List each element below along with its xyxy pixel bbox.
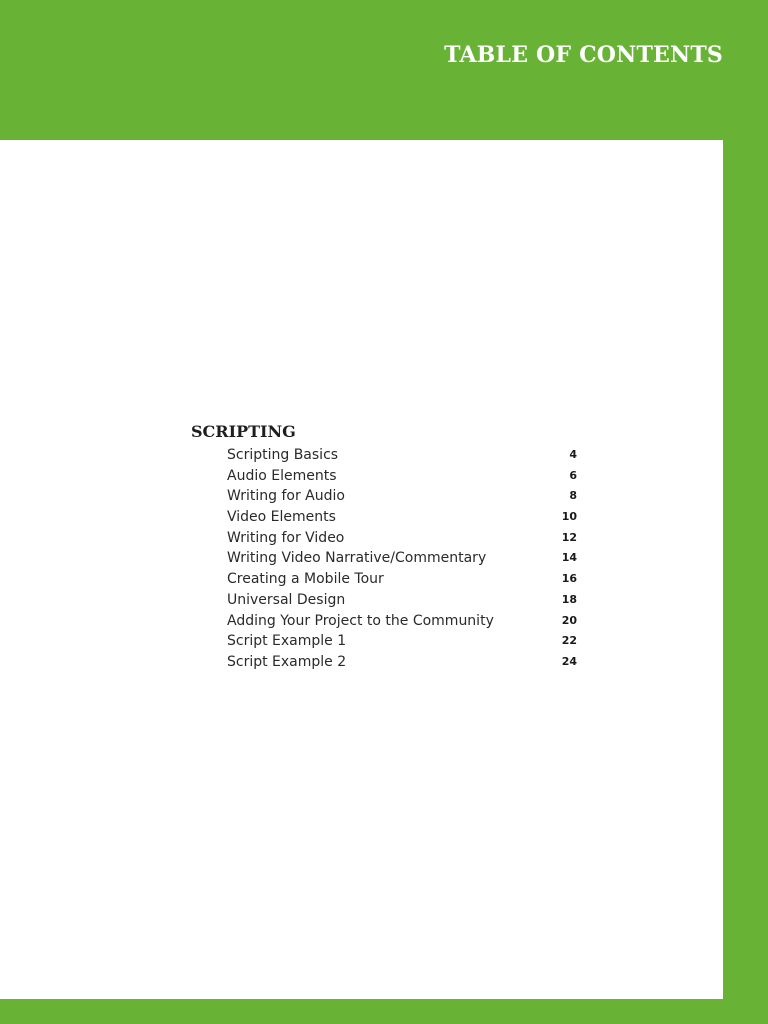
toc-item[interactable]: [191, 610, 577, 631]
toc-item-label: Writing Video Narrative/Commentary: [227, 550, 487, 567]
toc-item-page-number: 20: [561, 613, 577, 627]
toc-item-label: Script Example 1: [227, 633, 347, 650]
section-title: SCRIPTING: [191, 422, 296, 441]
toc-item-page-number: 6: [569, 468, 577, 482]
toc-item[interactable]: [191, 465, 577, 486]
toc-item-label: Script Example 2: [227, 653, 347, 670]
toc-item-page-number: 16: [561, 572, 577, 586]
toc-item-label: Writing for Audio: [227, 488, 345, 505]
toc-item[interactable]: [191, 630, 577, 651]
toc-item-label: Scripting Basics: [227, 447, 339, 463]
toc-item-label: Writing for Video: [227, 529, 345, 546]
toc-item[interactable]: [191, 568, 577, 589]
toc-item-page-number: 8: [569, 489, 577, 503]
toc-item[interactable]: [191, 651, 577, 672]
toc-item-label: Audio Elements: [227, 467, 337, 484]
toc-item-page-number: 24: [561, 654, 577, 668]
toc-item-page-number: 4: [569, 448, 577, 461]
toc-item-page-number: 12: [561, 530, 577, 544]
toc-item[interactable]: [191, 506, 577, 527]
toc-item-page-number: 18: [561, 592, 577, 606]
toc-item-page-number: 14: [561, 551, 577, 565]
toc-item-page-number: 22: [561, 634, 577, 648]
content-page: [0, 140, 723, 999]
toc-item[interactable]: [191, 527, 577, 548]
toc-list: [191, 444, 591, 672]
toc-item-label: Adding Your Project to the Community: [227, 612, 494, 629]
page-title: TABLE OF CONTENTS: [444, 42, 723, 68]
header-banner: [0, 0, 768, 140]
toc-item[interactable]: [191, 444, 577, 465]
toc-item[interactable]: [191, 589, 577, 610]
toc-item-label: Universal Design: [227, 591, 346, 608]
toc-item[interactable]: [191, 547, 577, 568]
toc-item-label: Creating a Mobile Tour: [227, 571, 384, 588]
toc-item[interactable]: [191, 485, 577, 506]
toc-item-label: Video Elements: [227, 509, 336, 526]
toc-item-page-number: 10: [561, 510, 577, 524]
toc-section-scripting: [191, 420, 591, 672]
